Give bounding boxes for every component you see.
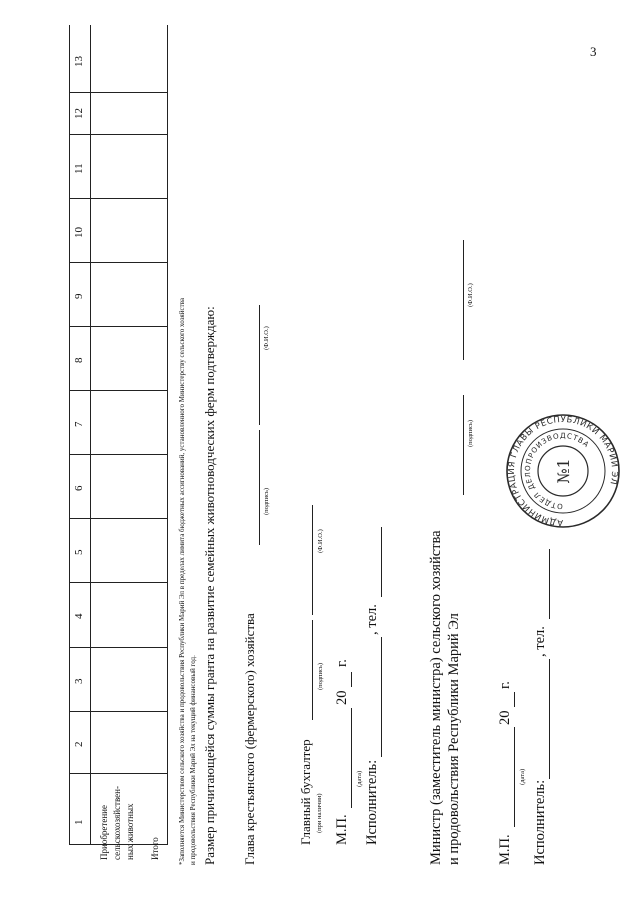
accountant-sig-caption: (подпись) [317, 663, 324, 690]
executor1-tel-line[interactable] [381, 527, 382, 597]
row-label-acquisition: Приобретение сельскохозяйствен- ных животных [99, 786, 135, 860]
col-header-9: 9 [73, 293, 85, 299]
executor2-tel-line[interactable] [549, 549, 550, 619]
head-fio-caption: (Ф.И.О.) [263, 326, 270, 350]
accountant-label: Главный бухгалтер [298, 739, 313, 845]
accountant-signature-line[interactable] [312, 620, 313, 720]
mp2-label: М.П. [497, 834, 513, 865]
executor2-label: Исполнитель: [532, 779, 548, 865]
col-header-3: 3 [73, 678, 85, 684]
confirm-heading: Размер причитающейся суммы гранта на развитие семейных животноводческих ферм подтверждаю: [202, 306, 217, 865]
minister-line1: Министр (заместитель министра) сельского хозяйства [428, 530, 444, 865]
footnote: *Заполняется Министерством сельского хозяйства и продовольствия Республики Марий Эл в пределах лимита бюджетных ассигнований, установленного Министерству сельского хозяйства и продовольствия Республики Марий Эл на текущий финансовый год. [178, 297, 197, 865]
mp2-year-line[interactable] [514, 692, 515, 707]
head-fio-line[interactable] [259, 305, 260, 425]
page-number: 3 [590, 44, 597, 59]
executor2-name-line[interactable] [549, 659, 550, 779]
col-header-5: 5 [73, 549, 85, 555]
head-sig-caption: (подпись) [263, 488, 270, 515]
mp2-year-suffix: г. [497, 681, 513, 689]
minister-fio-caption: (Ф.И.О.) [467, 283, 474, 307]
col-header-10: 10 [73, 227, 85, 238]
mp1-year-line[interactable] [351, 672, 352, 687]
accountant-fio-caption: (Ф.И.О.) [317, 529, 324, 553]
col-header-8: 8 [73, 357, 85, 363]
col-header-1: 1 [73, 819, 85, 825]
seal-inner-text: ОТДЕЛ ДЕЛОПРОИЗВОДСТВА [522, 430, 592, 512]
col-header-13: 13 [73, 56, 85, 67]
mp1-date-caption: (дата) [356, 770, 363, 787]
minister-signature-line[interactable] [463, 395, 464, 495]
executor1-label: Исполнитель: [364, 759, 380, 845]
mp2-year-prefix: 20 [497, 710, 513, 725]
executor1-name-line[interactable] [381, 637, 382, 757]
col-header-7: 7 [73, 421, 85, 427]
mp1-date-line[interactable] [351, 708, 352, 808]
col-header-4: 4 [73, 613, 85, 619]
executor2-tel: , тел. [532, 626, 548, 657]
mp2-date-caption: (дата) [519, 768, 526, 785]
minister-sig-caption: (подпись) [467, 420, 474, 447]
head-signature-line[interactable] [259, 430, 260, 545]
accountant-note: (при наличии) [316, 793, 323, 833]
col-header-12: 12 [73, 108, 85, 119]
minister-line2: и продовольствия Республики Марий Эл [446, 613, 462, 865]
mp2-date-line[interactable] [514, 727, 515, 827]
seal-outer-text: АДМИНИСТРАЦИЯ ГЛАВЫ РЕСПУБЛИКИ МАРИЙ ЭЛ [505, 413, 621, 529]
minister-fio-line[interactable] [463, 240, 464, 360]
head-label: Глава крестьянского (фермерского) хозяйства [242, 613, 257, 865]
accountant-fio-line[interactable] [312, 505, 313, 615]
executor1-tel: , тел. [364, 604, 380, 635]
col-header-6: 6 [73, 485, 85, 491]
mp1-label: М.П. [334, 814, 350, 845]
row-label-total: Итого [150, 837, 160, 860]
seal-number: №1 [554, 458, 573, 484]
mp1-year-suffix: г. [334, 659, 350, 667]
col-header-2: 2 [73, 741, 85, 747]
mp1-year-prefix: 20 [334, 690, 350, 705]
col-header-11: 11 [73, 163, 85, 174]
official-seal [505, 413, 621, 529]
